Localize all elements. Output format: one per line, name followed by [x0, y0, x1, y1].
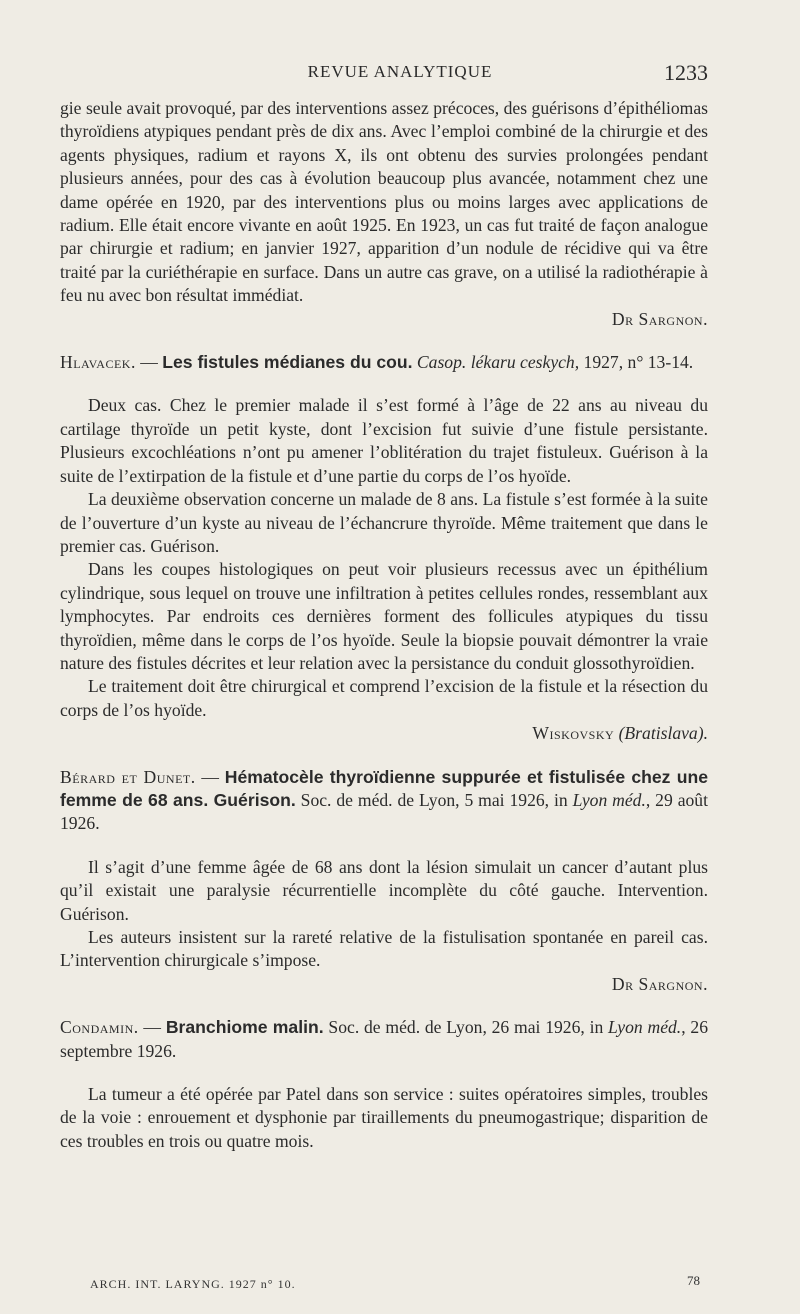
article-1-title: Les fistules médianes du cou.: [162, 352, 413, 373]
article-1-heading: Hlavacek. — Les fistules médianes du cou. Casop. lékaru ceskych, 1927, n° 13-14.: [60, 352, 694, 373]
footer-signature-mark: 78: [687, 1273, 700, 1288]
article-3-author: Condamin.: [60, 1017, 139, 1038]
article-2-heading: Bérard et Dunet. — Hématocèle thyroïdienne suppurée et fistulisée chez une femme de 68 ans. Guérison. Soc. de méd. de Lyon, 5 mai 1926, in Lyon méd., 29 août 1926.: [60, 766, 708, 834]
article-2-author: Bérard et Dunet.: [60, 766, 196, 787]
intro-paragraph: gie seule avait provoqué, par des interventions assez précoces, des guérisons d’épithéliomas thyroïdiens atypiques pendant près de dix ans. Avec l’emploi combiné de la chirurgie et des agents physiques, radium et rayons X, ils ont obtenu des survies prolongées pendant plusieurs années, pour des cas à évolution beaucoup plus avancée, notamment chez une dame opérée en 1920, par des interventions plus ou moins larges avec applications de radium. Elle était encore vivante en août 1925. En 1923, un cas fut traité de façon analogue par chirurgie et radium; en janvier 1927, apparition d’un nodule de récidive qui va être traité par la curiéthérapie en surface. Dans un autre cas grave, on a utilisé la radiothérapie à feu nu avec bon résultat immédiat.: [60, 98, 708, 306]
article-2-title: Hématocèle thyroïdienne suppurée et fistulisée chez une femme de 68 ans. Guérison.: [60, 766, 708, 810]
article-3-heading: Condamin. — Branchiome malin. Soc. de méd. de Lyon, 26 mai 1926, in Lyon méd., 26 septembre 1926.: [60, 1017, 709, 1061]
running-header: REVUE ANALYTIQUE: [307, 62, 493, 81]
article-1-paragraph: Le traitement doit être chirurgical et comprend l’excision de la fistule et la résection du corps de l’os hyoïde.: [60, 676, 708, 720]
article-2-paragraph: Les auteurs insistent sur la rareté relative de la fistulisation spontanée en pareil cas. L’intervention chirurgicale s’impose.: [60, 927, 708, 971]
article-2-signature: Dr Sargnon.: [611, 973, 708, 994]
article-1-signature: Wiskovsky (Bratislava).: [532, 723, 708, 744]
article-1-author: Hlavacek.: [60, 352, 136, 373]
page-number: 1233: [664, 60, 708, 85]
intro-signature: Dr Sargnon.: [611, 308, 708, 329]
article-1-paragraph: Deux cas. Chez le premier malade il s’est formé à l’âge de 22 ans au niveau du cartilage thyroïde un petit kyste, dont l’excision fut suivie d’une fistule persistante. Plusieurs excochléations n’ont pu amener l’oblitération du trajet fistuleux. Guérison à la suite de l’extirpation de la fistule et d’une partie du corps de l’os hyoïde.: [60, 395, 708, 486]
article-1-paragraph: Dans les coupes histologiques on peut voir plusieurs recessus avec un épithélium cylindrique, sous lequel on trouve une infiltration à petites cellules rondes, ressemblant aux lymphocytes. Par endroits ces dernières forment des follicules atypiques du tissu thyroïdien, même dans le corps de l’os hyoïde. Seule la biopsie pouvait démontrer la vraie nature des fistules décrites et leur relation avec la persistance du conduit glossothyroïdien.: [60, 559, 708, 673]
footer-journal-ref: ARCH. INT. LARYNG. 1927 n° 10.: [90, 1277, 296, 1291]
body-text: [60, 97, 708, 1153]
article-1-source: Casop. lékaru ceskych,: [412, 352, 580, 373]
article-3-title: Branchiome malin.: [165, 1017, 324, 1038]
article-3-paragraph: La tumeur a été opérée par Patel dans son service : suites opératoires simples, troubles de la voie : enrouement et dysphonie par tiraillements du pneumogastrique; disparition de ces troubles en trois ou quatre mois.: [60, 1084, 708, 1151]
article-1-paragraph: La deuxième observation concerne un malade de 8 ans. La fistule s’est formée à la suite de l’ouverture d’un kyste au niveau de l’échancrure thyroïde. Même traitement que dans le premier cas. Guérison.: [60, 489, 708, 556]
article-2-paragraph: Il s’agit d’une femme âgée de 68 ans dont la lésion simulait un cancer d’autant plus qu’il existait une paralysie récurrentielle incomplète du côté gauche. Intervention. Guérison.: [60, 856, 708, 924]
